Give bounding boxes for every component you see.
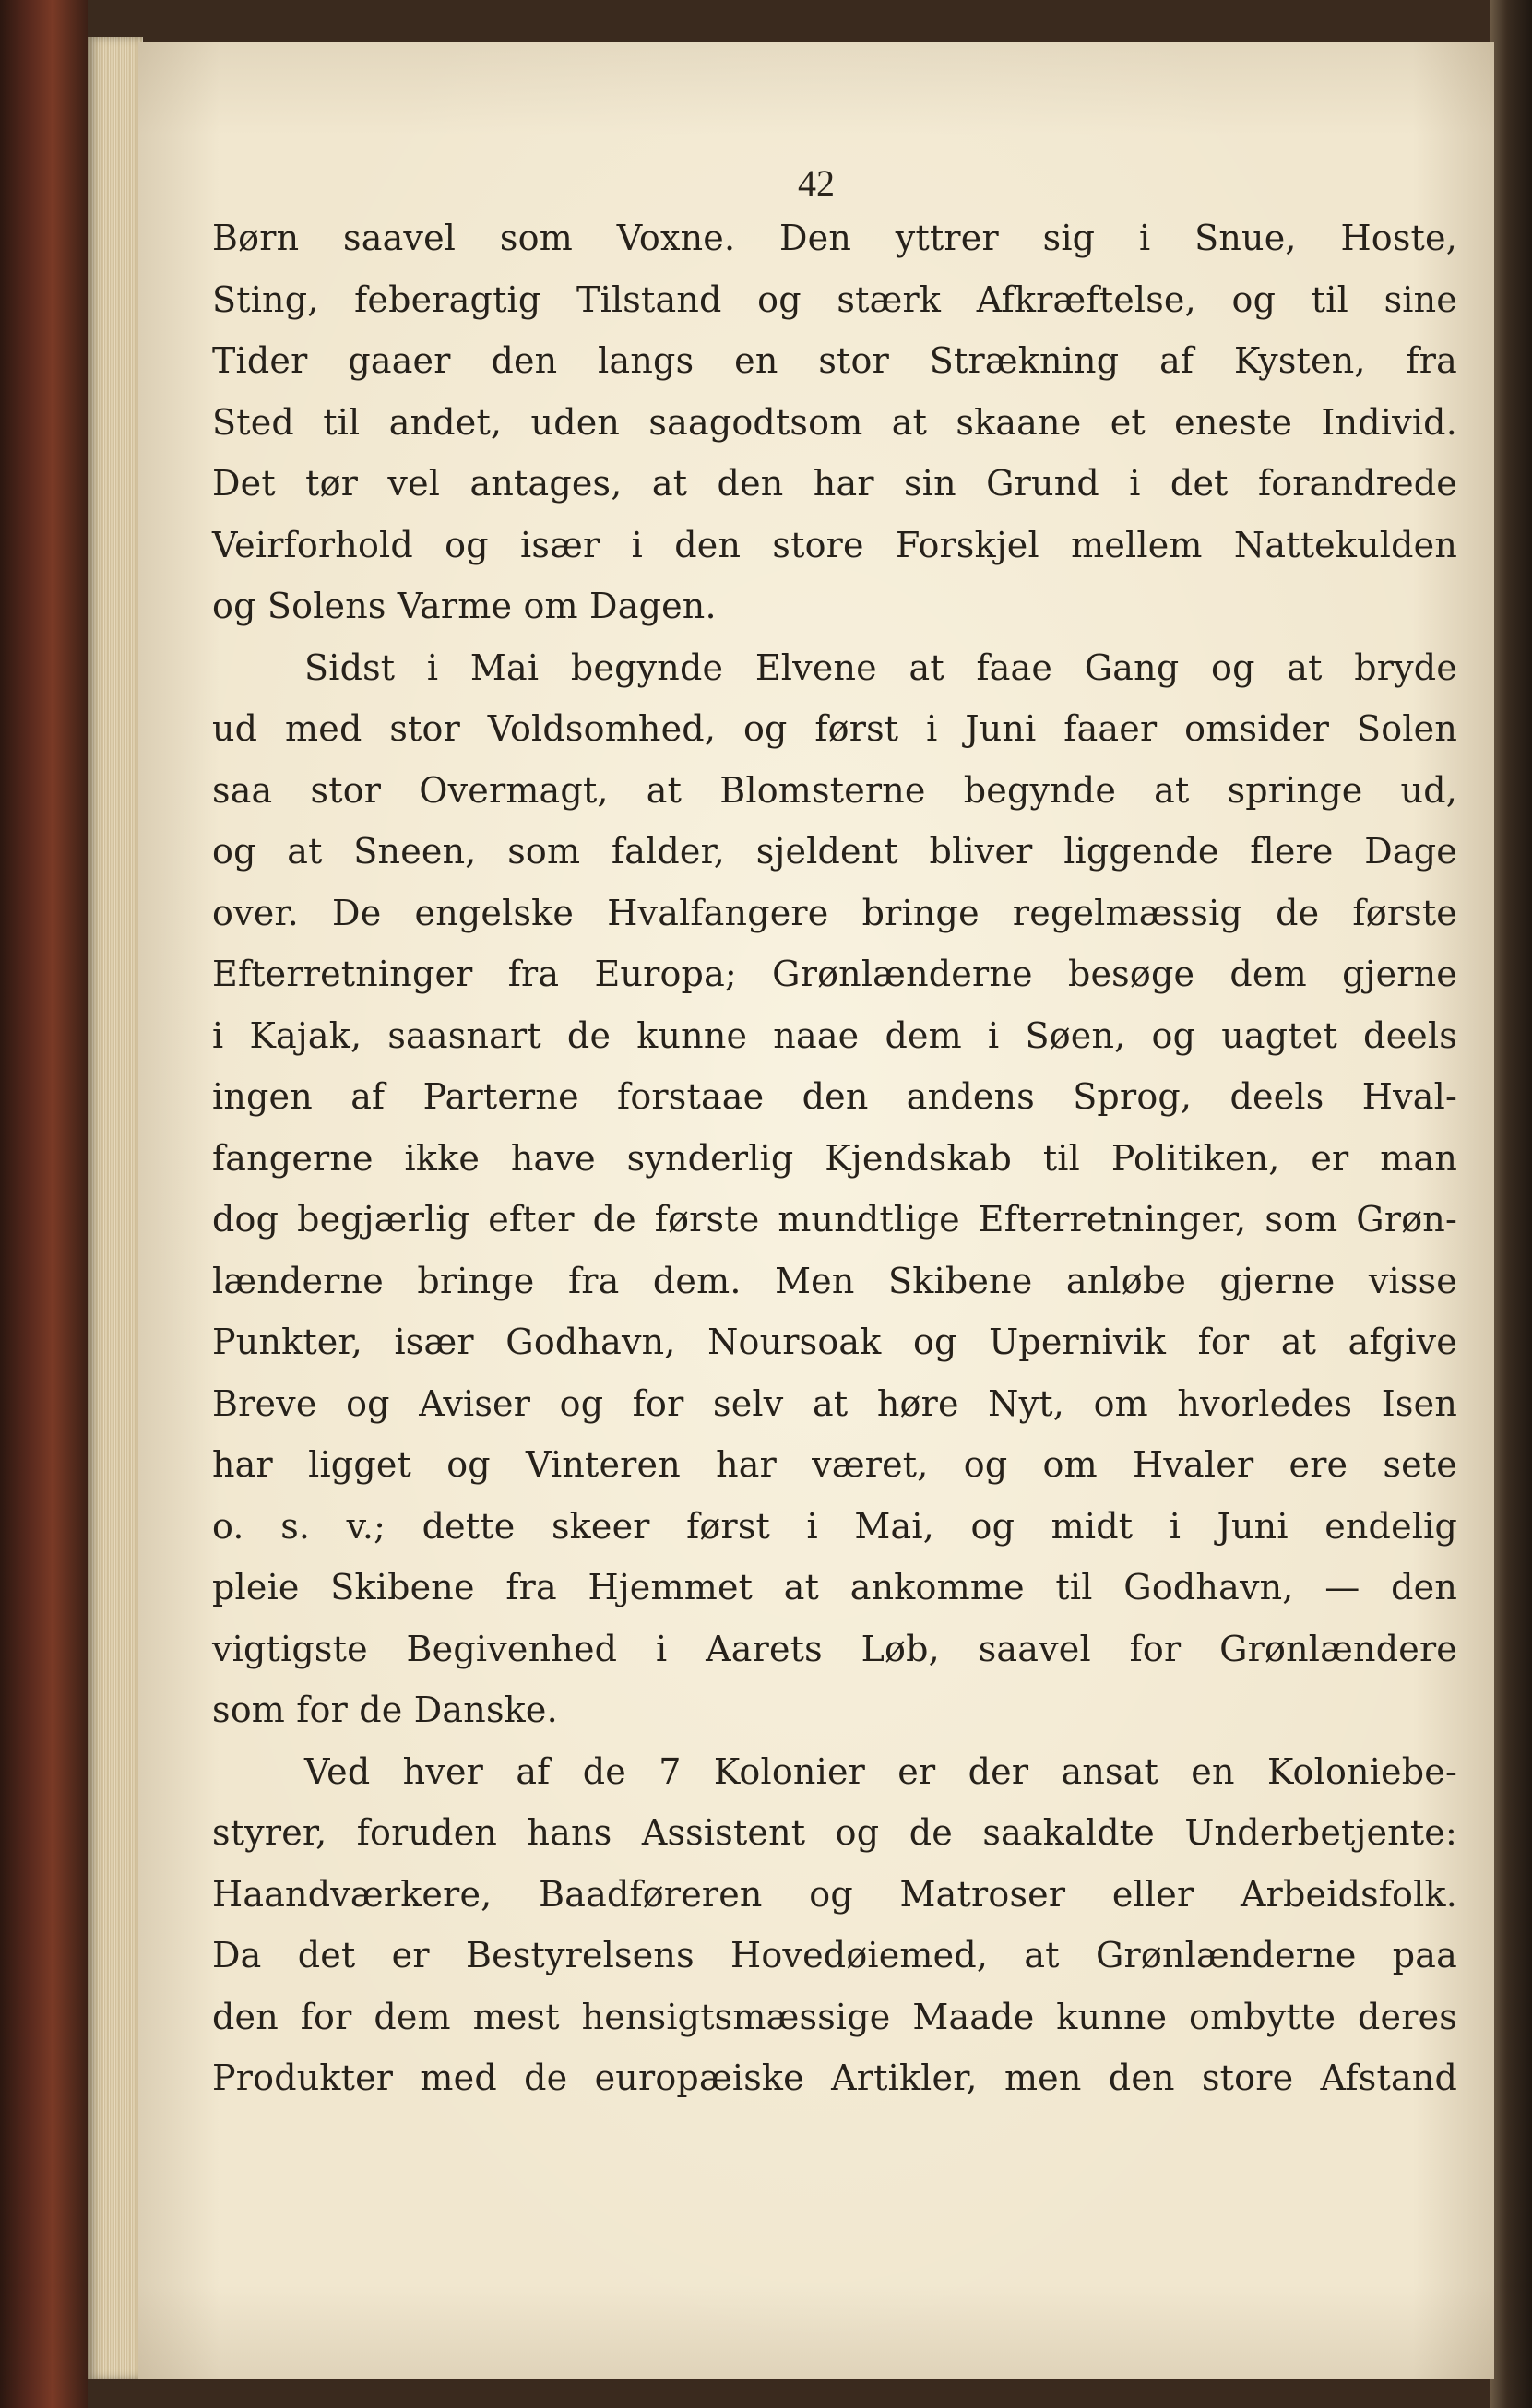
text-line: fangerne ikke have synderlig Kjendskab til Politiken, er man [212,1137,1457,1179]
text-line: Breve og Aviser og for selv at høre Nyt, om hvorledes Isen [212,1382,1457,1424]
text-line: i Kajak, saasnart de kunne naae dem i Søen, og uagtet deels [212,1014,1457,1056]
text-line: Da det er Bestyrelsens Hovedøiemed, at Grønlænderne paa [212,1935,1457,1975]
text-line: vigtigste Begivenhed i Aarets Løb, saavel for Grønlændere [212,1628,1457,1669]
text-line: over. De engelske Hvalfangere bringe regelmæssig de første [212,892,1457,933]
text-line: og Solens Varme om Dagen. [212,586,717,626]
text-line: ingen af Parterne forstaae den andens Sprog, deels Hval- [212,1076,1457,1117]
text-line: lænderne bringe fra dem. Men Skibene anløbe gjerne visse [212,1260,1457,1301]
text-line: o. s. v.; dette skeer først i Mai, og midt i Juni endelig [212,1505,1457,1547]
text-line: Produkter med de europæiske Artikler, men den store Afstand [212,2058,1457,2098]
page-number: 42 [798,162,835,204]
text-line: som for de Danske. [212,1690,558,1730]
right-edge-shadow [1490,0,1532,2408]
book-binding [0,0,88,2408]
text-line: Punkter, især Godhavn, Noursoak og Upernivik for at afgive [212,1322,1457,1362]
text-line: Efterretninger fra Europa; Grønlænderne besøge dem gjerne [212,954,1457,994]
text-line: Tider gaaer den langs en stor Strækning af Kysten, fra [212,340,1457,381]
text-line: Sted til andet, uden saagodtsom at skaane et eneste Individ. [212,401,1457,443]
text-line: Sidst i Mai begynde Elvene at faae Gang og at bryde [304,646,1457,688]
paragraph-1 [212,208,1457,637]
body-text [212,208,1457,2109]
text-line: Haandværkere, Baadføreren og Matroser eller Arbeidsfolk. [212,1873,1457,1915]
page-edges [88,37,143,2379]
text-line: Veirforhold og især i den store Forskjel mellem Nattekulden [212,524,1457,565]
text-line: den for dem mest hensigtsmæssige Maade kunne ombytte deres [212,1996,1457,2037]
paragraph-3 [212,1741,1457,2109]
text-line: saa stor Overmagt, at Blomsterne begynde at springe ud, [212,769,1457,811]
text-line: Det tør vel antages, at den har sin Grund i det forandrede [212,463,1457,504]
text-line: dog begjærlig efter de første mundtlige Efterretninger, som Grøn- [212,1199,1457,1240]
text-line: Børn saavel som Voxne. Den yttrer sig i Snue, Hoste, [212,218,1457,258]
text-line: Ved hver af de 7 Kolonier er der ansat en Koloniebe- [304,1750,1457,1792]
text-line: pleie Skibene fra Hjemmet at ankomme til Godhavn, — den [212,1567,1457,1607]
text-line: og at Sneen, som falder, sjeldent bliver liggende flere Dage [212,831,1457,872]
paragraph-2 [212,637,1457,1741]
text-line: har ligget og Vinteren har været, og om Hvaler ere sete [212,1444,1457,1485]
text-line: ud med stor Voldsomhed, og først i Juni faaer omsider Solen [212,708,1457,749]
text-line: Sting, feberagtig Tilstand og stærk Afkræftelse, og til sine [212,279,1457,320]
text-line: styrer, foruden hans Assistent og de saakaldte Underbetjente: [212,1812,1457,1853]
